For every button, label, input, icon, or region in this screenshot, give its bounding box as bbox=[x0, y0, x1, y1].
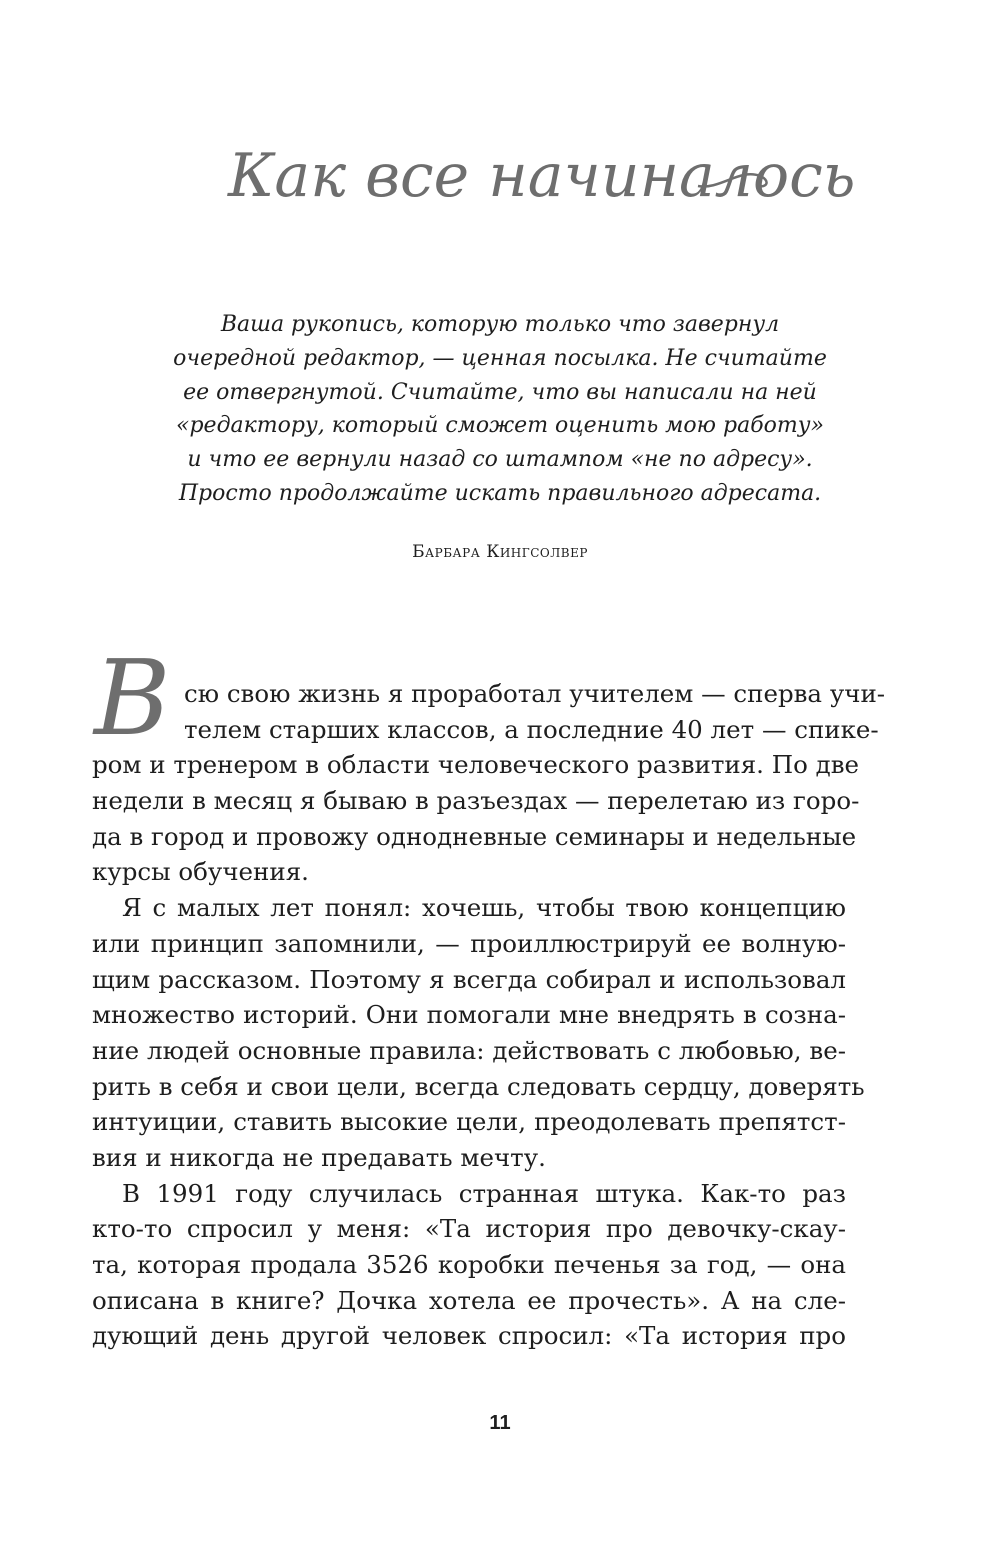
epigraph-line: ее отвергнутой. Считайте, что вы написали на ней bbox=[183, 379, 817, 405]
body-line: или принцип запомнили, — проиллюстрируй ее волную- bbox=[92, 928, 846, 958]
body-line: Я с малых лет понял: хочешь, чтобы твою концепцию bbox=[122, 893, 846, 923]
page-number: 11 bbox=[489, 1412, 511, 1434]
body-line: множество историй. Они помогали мне внедрять в созна- bbox=[92, 1000, 846, 1030]
chapter-title bbox=[0, 128, 1000, 228]
body-line: В 1991 году случилась странная штука. Как-то раз bbox=[122, 1178, 846, 1208]
body-line: вия и никогда не предавать мечту. bbox=[92, 1142, 546, 1172]
body-line: да в город и провожу однодневные семинары и недельные bbox=[92, 821, 857, 851]
epigraph-line: и что ее вернули назад со штампом «не по адресу». bbox=[187, 447, 813, 473]
epigraph-author: Барбара Кингсолвер bbox=[412, 542, 588, 562]
body-line: курсы обучения. bbox=[92, 857, 309, 887]
body-line: сю свою жизнь я проработал учителем — сперва учи- bbox=[184, 679, 886, 708]
body-line: кто-то спросил у меня: «Та история про девочку-скау- bbox=[92, 1214, 846, 1244]
chapter-title-text: Как все начиналось bbox=[228, 141, 856, 211]
body-text bbox=[92, 676, 886, 1354]
body-line: ние людей основные правила: действовать с любовью, ве- bbox=[92, 1035, 846, 1065]
body-line: рить в себя и свои цели, всегда следовать сердцу, доверять bbox=[92, 1071, 865, 1101]
body-line: щим рассказом. Поэтому я всегда собирал и использовал bbox=[92, 964, 846, 994]
epigraph-line: Ваша рукопись, которую только что завернул bbox=[220, 312, 780, 337]
body-line: недели в месяц я бываю в разъездах — перелетаю из горо- bbox=[92, 786, 860, 816]
epigraph-line: очередной редактор, — ценная посылка. Не считайте bbox=[173, 345, 827, 371]
body-line: интуиции, ставить высокие цели, преодолевать препятст- bbox=[92, 1107, 846, 1137]
body-line: та, которая продала 3526 коробки печенья за год, — она bbox=[92, 1250, 846, 1279]
body-line: телем старших классов, а последние 40 лет — спике- bbox=[184, 714, 879, 744]
drop-cap-letter: В bbox=[94, 637, 171, 759]
epigraph bbox=[110, 308, 890, 511]
epigraph-line: «редактору, который сможет оценить мою работу» bbox=[176, 413, 824, 439]
body-line: ром и тренером в области человеческого развития. По две bbox=[92, 750, 860, 780]
epigraph-line: Просто продолжайте искать правильного адресата. bbox=[178, 480, 822, 506]
body-line: описана в книге? Дочка хотела ее прочесть». А на сле- bbox=[92, 1285, 846, 1315]
body-line: дующий день другой человек спросил: «Та история про bbox=[92, 1321, 846, 1351]
